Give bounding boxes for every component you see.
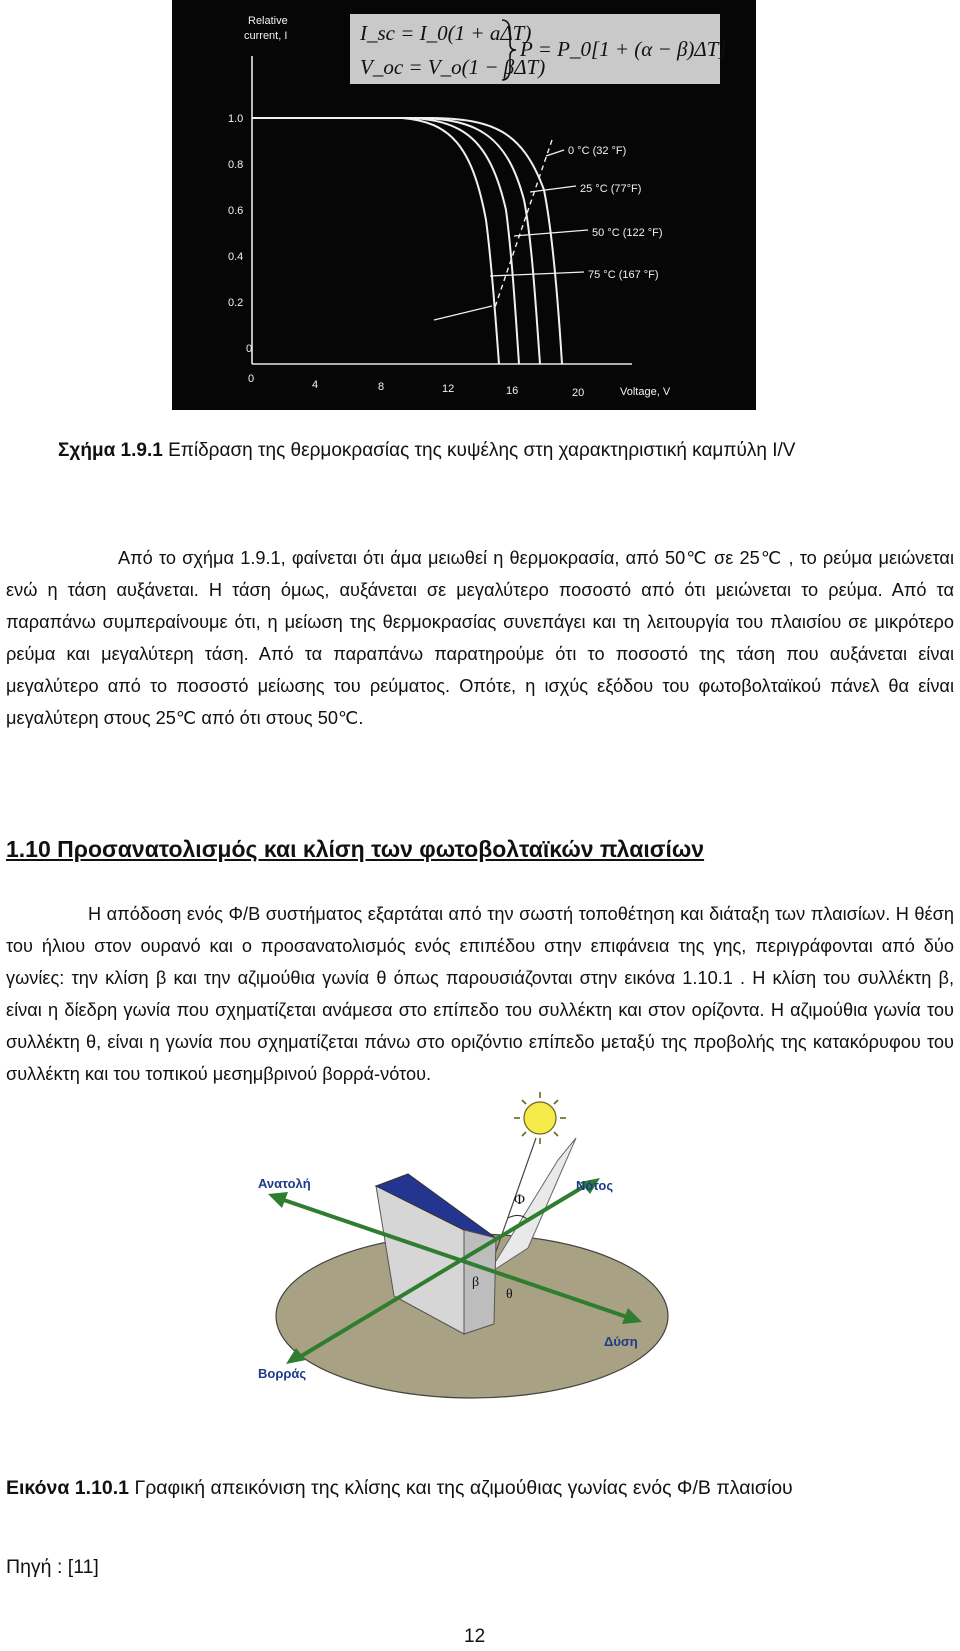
south-label: Νότος xyxy=(576,1178,614,1193)
y-tick: 0.6 xyxy=(228,205,244,217)
tilt-azimuth-figure xyxy=(258,1088,698,1418)
formula-isc: I_sc = I_0(1 + aΔT) xyxy=(360,21,532,45)
figure1-caption xyxy=(58,440,795,462)
east-label: Ανατολή xyxy=(258,1176,311,1191)
page-number: 12 xyxy=(464,1626,486,1647)
y-tick: 1.0 xyxy=(228,113,244,125)
curve-label-25c: 25 °C (77°F) xyxy=(580,183,642,195)
west-label: Δύση xyxy=(604,1334,638,1349)
source-reference: Πηγή : [11] xyxy=(6,1556,99,1578)
x-tick: 16 xyxy=(506,385,519,397)
curve-label-50c: 50 °C (122 °F) xyxy=(592,227,663,239)
x-tick: 4 xyxy=(312,379,319,391)
formula-voc: V_oc = V_o(1 − βΔT) xyxy=(360,55,546,79)
formula-power: P = P_0[1 + (α − β)ΔT] xyxy=(520,37,727,61)
y-axis-label-1: Relative xyxy=(248,15,288,27)
curve-label-75c: 75 °C (167 °F) xyxy=(588,269,659,281)
y-axis-label-2: current, I xyxy=(244,30,288,42)
figure2-caption xyxy=(6,1474,946,1502)
iv-temperature-figure xyxy=(172,0,756,410)
y-tick: 0.4 xyxy=(228,251,244,263)
curve-label-0c: 0 °C (32 °F) xyxy=(568,145,627,157)
y-tick: 0.2 xyxy=(228,297,244,309)
x-tick: 8 xyxy=(378,381,385,393)
figure2-caption-text: Γραφική απεικόνιση της κλίσης και της αζιμούθιας γωνίας ενός Φ/Β πλαισίου xyxy=(129,1477,793,1499)
x-tick: 12 xyxy=(442,383,455,395)
phi-label: Φ xyxy=(514,1192,525,1208)
iv-chart-svg xyxy=(172,0,756,410)
sun-icon xyxy=(514,1092,566,1144)
figure1-caption-text: Επίδραση της θερμοκρασίας της κυψέλης στη χαρακτηριστική καμπύλη I/V xyxy=(162,440,796,461)
collector-back xyxy=(464,1230,496,1334)
x-tick: 0 xyxy=(248,373,255,385)
beta-label: β xyxy=(472,1275,480,1290)
figure2-caption-label: Εικόνα 1.10.1 xyxy=(6,1477,130,1499)
north-label: Βορράς xyxy=(258,1366,307,1381)
x-tick: 20 xyxy=(572,387,585,399)
paragraph-orientation-text: Η απόδοση ενός Φ/Β συστήματος εξαρτάται από την σωστή τοποθέτηση και διάταξη των πλαισίων. Η θέση του ήλιου στον ουρανό και ο προσανατολισμός ενός επιπέδου στην επιφάνεια της γης, περιγράφονται από δύο γωνίες: την κλίση β και την αζιμούθια γωνία θ όπως παρουσιάζονται στην εικόνα 1.10.1 . Η κλίση του συλλέκτη β, είναι η δίεδρη γωνία που σχηματίζεται ανάμεσα στο επίπεδο του συλλέκτη και στον ορίζοντα. Η αζιμούθια γωνία του συλλέκτη θ, είναι η γωνία που σχηματίζεται πάνω στο οριζόντιο επίπεδο μεταξύ της προβολής της κατακόρυφου του συλλέκτη και του τοπικού μεσημβρινού βορρά-νότου. xyxy=(6,904,954,1084)
section-heading: 1.10 Προσανατολισμός και κλίση των φωτοβολταϊκών πλαισίων xyxy=(6,836,705,862)
x-axis-label: Voltage, V xyxy=(620,386,671,398)
paragraph-temperature-effect xyxy=(6,542,954,734)
y-tick: 0 xyxy=(246,343,253,355)
theta-label: θ xyxy=(506,1287,513,1302)
paragraph-orientation xyxy=(6,898,954,1090)
figure1-caption-label: Σχήμα 1.9.1 xyxy=(58,440,163,461)
paragraph-temperature-effect-text: Από το σχήμα 1.9.1, φαίνεται ότι άμα μειωθεί η θερμοκρασία, από 50℃ σε 25℃ , το ρεύμα μειώνεται ενώ η τάση αυξάνεται. Η τάση όμως, αυξάνεται σε μεγαλύτερο ποσοστό από ότι μειώνεται το ρεύμα. Από τα παραπάνω συμπεραίνουμε ότι, η μείωση της θερμοκρασίας συνεπάγει και τη λειτουργία του πλαισίου σε μικρότερο ρεύμα και μεγαλύτερη τάση. Από τα παραπάνω παρατηρούμε ότι το ποσοστό της τάση που αυξάνεται είναι μεγαλύτερο από το ποσοστό μείωσης του ρεύματος. Οπότε, η ισχύς εξόδου του φωτοβολταϊκού πάνελ θα είναι μεγαλύτερη στους 25℃ από ότι στους 50℃. xyxy=(6,548,954,728)
tilt-azimuth-svg xyxy=(258,1088,698,1418)
y-tick: 0.8 xyxy=(228,159,244,171)
